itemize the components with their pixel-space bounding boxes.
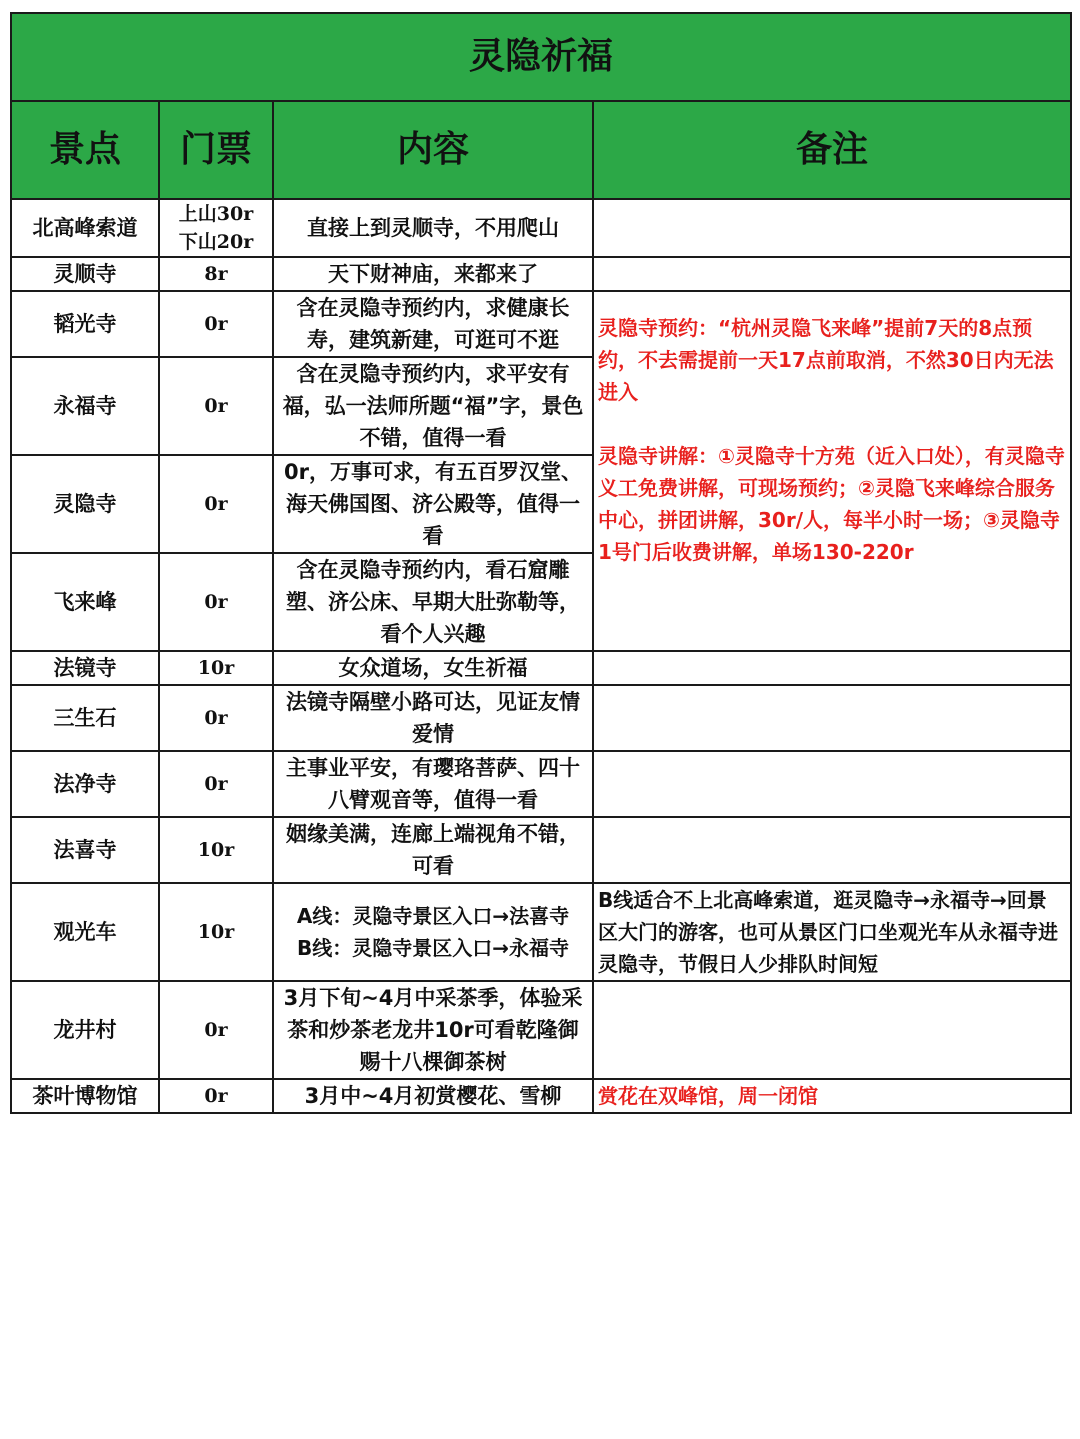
ticket-cell: 0r	[159, 357, 273, 455]
ticket-cell: 10r	[159, 883, 273, 981]
header-ticket: 门票	[159, 101, 273, 199]
header-row	[11, 101, 1071, 199]
content-cell: 天下财神庙，来都来了	[273, 257, 593, 291]
spot-cell: 飞来峰	[11, 553, 159, 651]
note-cell	[593, 651, 1071, 685]
spot-cell: 龙井村	[11, 981, 159, 1079]
title-row	[11, 13, 1071, 101]
note-cell	[593, 751, 1071, 817]
note-cell	[593, 257, 1071, 291]
table-row	[11, 685, 1071, 751]
spot-cell: 三生石	[11, 685, 159, 751]
spot-cell: 韬光寺	[11, 291, 159, 357]
table-row	[11, 883, 1071, 981]
content-cell: 3月下旬~4月中采茶季，体验采茶和炒茶老龙井10r可看乾隆御赐十八棵御茶树	[273, 981, 593, 1079]
content-cell: 3月中~4月初赏樱花、雪柳	[273, 1079, 593, 1113]
content-cell: 姻缘美满，连廊上端视角不错，可看	[273, 817, 593, 883]
table-row	[11, 981, 1071, 1079]
lingyin-booking-note: 灵隐寺预约：“杭州灵隐飞来峰”提前7天的8点预约，不去需提前一天17点前取消，不然30日内无法进入	[598, 316, 1054, 404]
table-row	[11, 291, 1071, 357]
shuttle-line-b: B线：灵隐寺景区入口→永福寺	[296, 936, 569, 960]
spot-cell: 法净寺	[11, 751, 159, 817]
lingyin-guide-note: 灵隐寺讲解：①灵隐寺十方苑（近入口处），有灵隐寺义工免费讲解，可现场预约；②灵隐飞来峰综合服务中心，拼团讲解，30r/人，每半小时一场；③灵隐寺1号门后收费讲解，单场130-220r	[598, 444, 1065, 564]
spot-cell: 茶叶博物馆	[11, 1079, 159, 1113]
ticket-line: 上山30r	[178, 203, 254, 225]
lingyin-notes-cell	[593, 291, 1071, 651]
ticket-cell: 8r	[159, 257, 273, 291]
header-content: 内容	[273, 101, 593, 199]
ticket-cell	[159, 199, 273, 257]
tea-museum-note-cell: 赏花在双峰馆，周一闭馆	[593, 1079, 1071, 1113]
note-cell	[593, 981, 1071, 1079]
content-cell: 女众道场，女生祈福	[273, 651, 593, 685]
content-cell: 含在灵隐寺预约内，求平安有福，弘一法师所题“福”字，景色不错，值得一看	[273, 357, 593, 455]
spot-cell: 法喜寺	[11, 817, 159, 883]
ticket-cell: 0r	[159, 751, 273, 817]
ticket-cell: 0r	[159, 1079, 273, 1113]
content-cell: 法镜寺隔壁小路可达，见证友情爱情	[273, 685, 593, 751]
content-cell: 0r，万事可求，有五百罗汉堂、海天佛国图、济公殿等，值得一看	[273, 455, 593, 553]
table-row	[11, 257, 1071, 291]
ticket-cell: 0r	[159, 981, 273, 1079]
table-row	[11, 1079, 1071, 1113]
table-row	[11, 199, 1071, 257]
spot-cell: 北高峰索道	[11, 199, 159, 257]
page-title: 灵隐祈福	[11, 13, 1071, 101]
table-row	[11, 817, 1071, 883]
spot-cell: 永福寺	[11, 357, 159, 455]
ticket-cell: 0r	[159, 685, 273, 751]
content-cell: 含在灵隐寺预约内，看石窟雕塑、济公床、早期大肚弥勒等，看个人兴趣	[273, 553, 593, 651]
ticket-cell: 10r	[159, 817, 273, 883]
table-row	[11, 751, 1071, 817]
spot-cell: 观光车	[11, 883, 159, 981]
content-cell: 主事业平安，有璎珞菩萨、四十八臂观音等，值得一看	[273, 751, 593, 817]
spot-cell: 法镜寺	[11, 651, 159, 685]
content-cell: 含在灵隐寺预约内，求健康长寿，建筑新建，可逛可不逛	[273, 291, 593, 357]
spot-cell: 灵顺寺	[11, 257, 159, 291]
ticket-cell: 10r	[159, 651, 273, 685]
ticket-cell: 0r	[159, 553, 273, 651]
shuttle-note-cell: B线适合不上北高峰索道，逛灵隐寺→永福寺→回景区大门的游客，也可从景区门口坐观光车从永福寺进灵隐寺，节假日人少排队时间短	[593, 883, 1071, 981]
note-cell	[593, 685, 1071, 751]
header-spot: 景点	[11, 101, 159, 199]
content-cell: 直接上到灵顺寺，不用爬山	[273, 199, 593, 257]
note-cell	[593, 199, 1071, 257]
ticket-cell: 0r	[159, 455, 273, 553]
header-note: 备注	[593, 101, 1071, 199]
ticket-cell: 0r	[159, 291, 273, 357]
table-row	[11, 651, 1071, 685]
itinerary-table	[10, 12, 1072, 1114]
note-cell	[593, 817, 1071, 883]
shuttle-line-a: A线：灵隐寺景区入口→法喜寺	[296, 904, 570, 928]
ticket-line: 下山20r	[178, 231, 254, 253]
spot-cell: 灵隐寺	[11, 455, 159, 553]
content-cell	[273, 883, 593, 981]
